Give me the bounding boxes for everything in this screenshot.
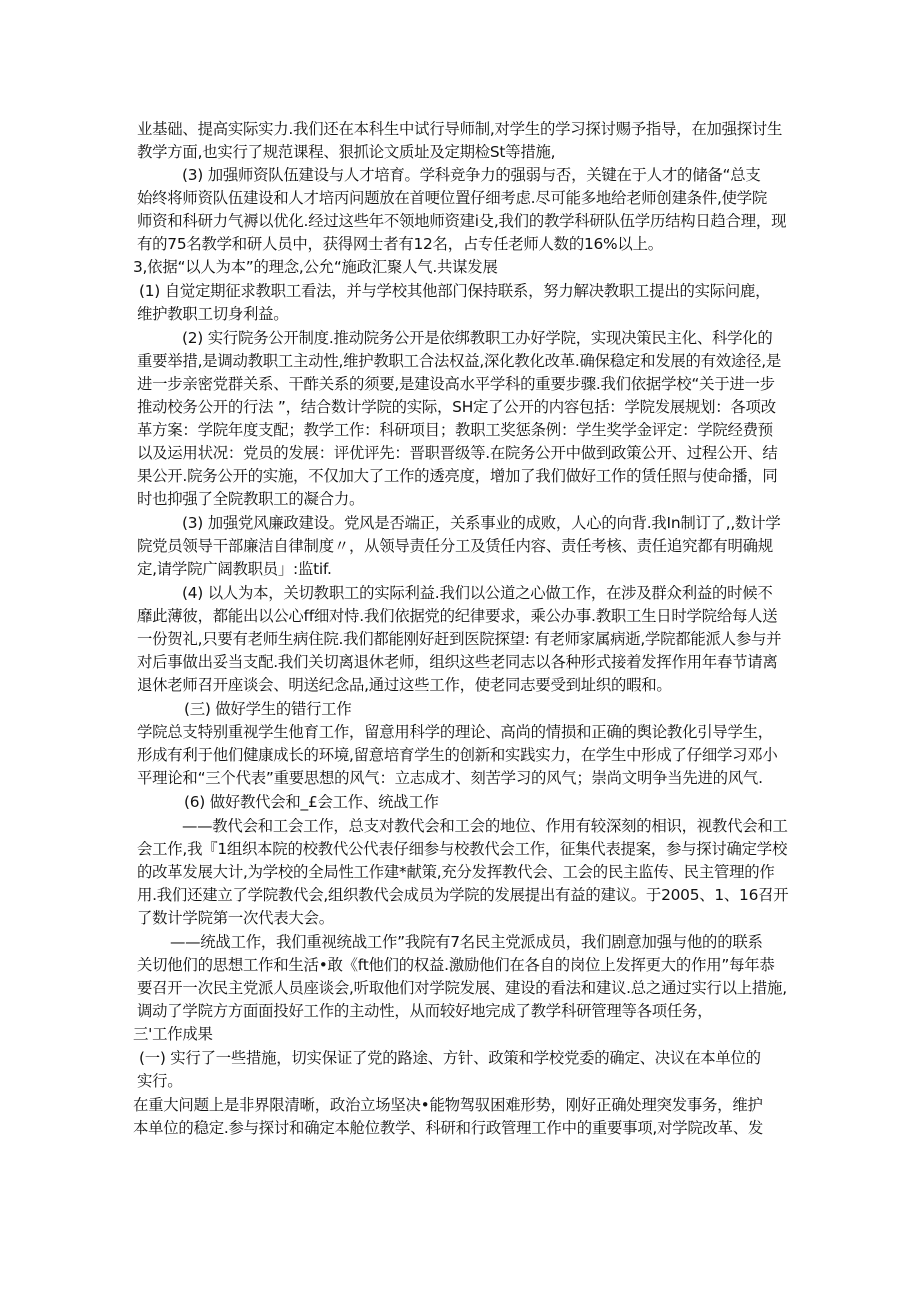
text-line: 进一步亲密党群关系、干酢关系的须要,是建设高水平学科的重要步骤.我们依据学校“关于进一步 <box>137 375 775 393</box>
text-line: ——统战工作，我们重视统战工作”我院有7名民主党派成员，我们剧意加强与他的的联系 <box>170 933 763 951</box>
text-line: (3) 加强党风廉政建设。党风是否端正，关系事业的成败，人心的向背.我In制订了,,数计学 <box>182 514 781 532</box>
text-line: 果公开.院务公开的实施，不仅加大了工作的透亮度，增加了我们做好工作的赁任照与使命播，同 <box>137 467 778 485</box>
text-line: (4) 以人为本，关切教职工的实际利益.我们以公道之心做工作，在涉及群众利益的时候不 <box>182 584 773 602</box>
text-line: 调动了学院方方面面投好工作的主动性，从而较好地完成了教学科研管理等各项任务， <box>137 1002 713 1020</box>
text-line: 用.我们还建立了学院教代会,组织教代会成员为学院的发展提出有益的建议。于2005、1、16召开 <box>137 886 789 904</box>
text-line: 会工作,我『1组织本院的校教代公代表仔细参与校教代会工作，征集代表提案，参与探讨确定学校 <box>137 840 788 858</box>
text-line: 一份贺礼,只要有老师生病住院.我们都能刚好赶到医院探望: 有老师家属病逝,学院都能派人参与并 <box>137 630 782 648</box>
section-heading: (6) 做好教代会和_£会工作、统战工作 <box>184 793 439 811</box>
text-line: 本单位的稳定.参与探讨和确定本舱位教学、科研和行政管理工作中的重要事项,对学院改革、发 <box>133 1119 764 1137</box>
text-line: 院党员领导干部廉洁自律制度〃，从领导责任分工及赁任内容、责任考核、责任追究都有明确规 <box>137 537 773 555</box>
text-line: (2) 实行院务公开制度.推动院务公开是依绑教职工办好学院，实现决策民主化、科学化的 <box>182 329 773 347</box>
text-line: 学院总支特别重视学生他育工作，留意用科学的理论、高尚的情损和正确的舆论教化引导学生， <box>137 723 773 741</box>
text-line: 形成有利于他们健康成长的环境,留意培育学生的创新和实践实力，在学生中形成了仔细学习邓小 <box>137 746 778 764</box>
text-line: 关切他们的思想工作和生活•敢《ft他们的权益.激励他们在各自的岗位上发挥更大的作用”每年恭 <box>137 956 775 974</box>
text-line: 教学方面,也实行了规范课程、狠抓论文质址及定期检St等措施, <box>137 143 556 161</box>
text-line: 业基础、提高实际实力.我们还在本科生中试行导师制,对学生的学习探讨赐予指导，在加强探讨生 <box>137 120 783 138</box>
text-line: 实行。 <box>137 1072 183 1090</box>
text-line: 对后事做出妥当支配.我们关切离退休老师，组织这些老同志以各种形式接着发挥作用年春节请离 <box>137 653 778 671</box>
text-line: (1) 自觉定期征求教职工看法，并与学校其他部门保持联系，努力解决教职工提出的实际问鹿， <box>139 282 771 300</box>
text-line: 师资和科研力气褥以优化.经过这些年不领地师资建i殳,我们的教学科研队伍学历结构日趋合理，现 <box>137 212 787 230</box>
text-line: 维护教职工切身利益。 <box>137 305 289 323</box>
text-line: 平理论和“三个代表”重要思想的风气：立志成才、刻苦学习的风气；崇尚文明争当先进的风气. <box>137 769 763 787</box>
text-line: 以及运用状况：党员的发展：评优评先：晋职晋级等.在院务公开中做到政策公开、过程公开、结 <box>137 444 778 462</box>
text-line: 了数计学院第一次代表大会。 <box>137 909 334 927</box>
text-line: (3) 加强师资队伍建设与人才培育。学科竞争力的强弱与否，关键在于人才的储备“总支 <box>182 166 761 184</box>
text-line: 重要举措,是调动教职工主动性,维护教职工合法权益,深化教化改革.确保稳定和发展的有效途径,是 <box>137 352 781 370</box>
text-line: 定,请学院广阔教职员」:监tif. <box>137 560 332 578</box>
text-line: 靡此薄彼，都能出以公心ff细对恃.我们依据党的纪律要求，乘公办事.教职工生日时学院给每人送 <box>137 607 778 625</box>
section-heading: 三'工作成果 <box>133 1025 213 1043</box>
text-line: 推动校务公开的行法 ”，结合数计学院的实际，SH定了公开的内容包括：学院发展规划：各项改 <box>137 398 776 416</box>
text-line: 始终将师资队伍建设和人才培丙问题放在首哽位置仔细考虑.尽可能多地给老师创建条件,使学院 <box>137 189 768 207</box>
text-line: 要召开一次民主党派人员座谈会,听取他们对学院发展、建设的看法和建议.总之通过实行以上措施, <box>137 979 787 997</box>
text-line: 革方案：学院年度支配；教学工作：科研项目；教职工奖惩条例：学生奖学金评定：学院经费预 <box>137 421 773 439</box>
text-line: 3,依据“以人为本”的理念,公允“施政汇聚人气.共谋发展 <box>133 258 498 276</box>
text-line: 在重大问题上是非界限清晰，政治立场坚决•能物驾驭困难形势，刚好正确处理突发事务，维护 <box>133 1096 763 1114</box>
text-line: ——教代会和工会工作，总支对教代会和工会的地位、作用有较深刻的相识，视教代会和工 <box>182 817 788 835</box>
text-line: 退休老师召开座谈会、明送纪念品,通过这些工作，使老同志要受到址织的暇和。 <box>137 676 672 694</box>
section-heading: (三) 做好学生的错行工作 <box>184 700 352 718</box>
text-line: 有的75名教学和研人员中，获得网士者有12名，占专任老师人数的16%以上。 <box>137 235 663 253</box>
text-line: 的改革发展大计,为学校的全局性工作建*献策,充分发挥教代会、工会的民主监传、民主管理的作 <box>137 863 775 881</box>
text-line: (一) 实行了一些措施，切实保证了党的路途、方针、政策和学校党委的确定、决议在本单位的 <box>139 1049 761 1067</box>
text-line: 时也抑强了全院教职工的凝合力。 <box>137 490 365 508</box>
